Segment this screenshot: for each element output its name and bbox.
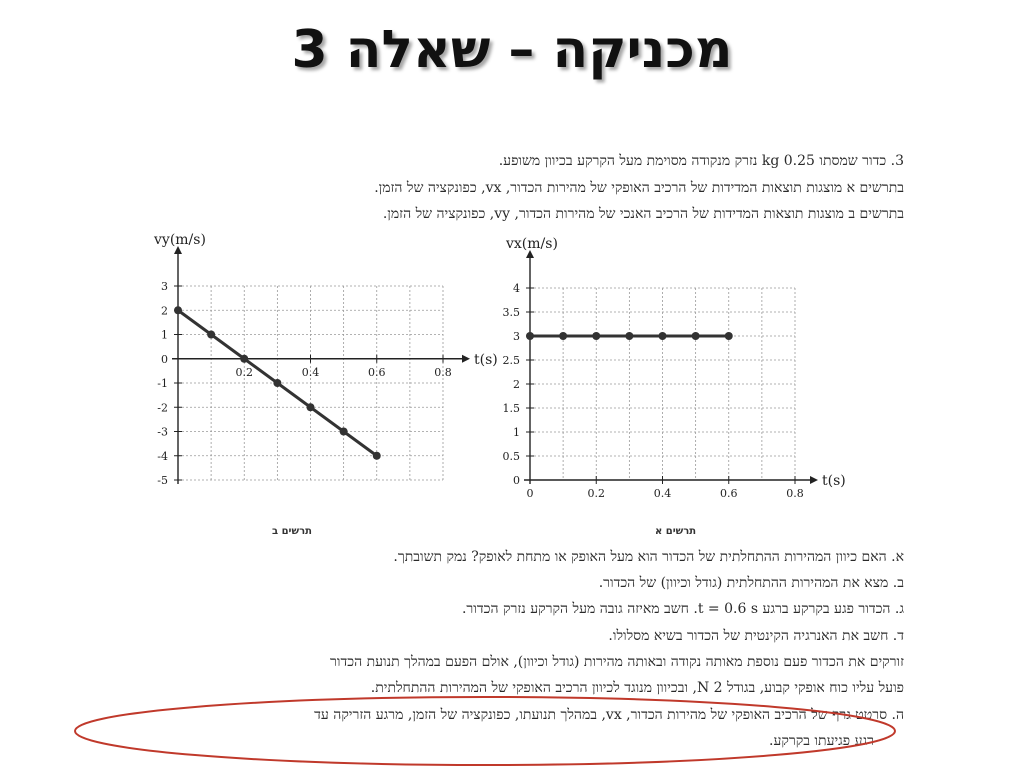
graph-b-data-point: [273, 379, 281, 387]
graph-a-x-tick-label: 0.2: [587, 487, 605, 500]
graph-b-y-tick-label: -5: [157, 474, 168, 487]
graph-b-y-tick-label: -1: [157, 377, 168, 390]
question-d: ד. חשב את האנרגיה הקינטית של הכדור בשיא מסלולו.: [608, 628, 904, 644]
graph-a-x-tick-label: 0: [526, 487, 534, 500]
graph-a-data-point: [725, 332, 733, 340]
graph-b-y-tick-label: 3: [161, 280, 168, 293]
graph-a: [495, 230, 855, 524]
graph-a-data-point: [692, 332, 700, 340]
graph-a-y-tick-label: 2.5: [502, 354, 520, 367]
graph-a-x-tick-label: 0.6: [720, 487, 738, 500]
graph-b-caption: תרשים ב: [272, 526, 312, 537]
graph-a-x-axis-label: t(s): [822, 473, 846, 489]
graph-b-y-tick-label: 1: [161, 328, 168, 342]
graph-a-y-tick-label: 3.5: [502, 306, 520, 319]
graph-a-x-axis-arrow: [810, 476, 818, 484]
question-f-line-2: רגע פגיעתו בקרקע.: [769, 733, 874, 749]
graph-b-y-tick-label: 0: [161, 352, 168, 366]
graph-b: [140, 230, 500, 524]
graph-a-x-tick-label: 0.8: [786, 487, 804, 500]
graph-a-x-tick-label: 0.4: [653, 487, 672, 500]
graph-b-x-tick-label: 0.6: [368, 365, 386, 379]
graph-a-y-tick-label: 0: [513, 474, 520, 487]
graph-b-data-point: [340, 428, 348, 436]
question-intro-line-2: בתרשים א מוצגות תוצאות המדידות של הרכיב האופקי של מהירות הכדור, vx, כפונקציה של הזמן.: [374, 180, 904, 196]
slide-title: מכניקה – שאלה 3: [291, 20, 733, 80]
graph-b-x-tick-label: 0.8: [434, 365, 452, 379]
question-e-line-1: זורקים את הכדור פעם נוספת מאותה נקודה ובאותה מהירות (גודל וכיוון), אולם הפעם במהלך תנועת הכדור: [330, 654, 904, 670]
graph-b-y-tick-label: -2: [157, 401, 168, 415]
graph-b-y-tick-label: -3: [157, 425, 168, 439]
graph-b-data-point: [174, 306, 182, 314]
graph-b-x-tick-label: 0.4: [301, 365, 320, 379]
graph-b-y-tick-label: -4: [157, 449, 168, 463]
graph-a-y-tick-label: 0.5: [502, 450, 520, 463]
question-c: ג. הכדור פגע בקרקע ברגע t = 0.6 s. חשב מאיזה גובה מעל הקרקע נזרק הכדור.: [461, 601, 904, 617]
graph-a-data-point: [659, 332, 667, 340]
graph-a-data-point: [592, 332, 600, 340]
graph-a-y-axis-label: vx(m/s): [506, 236, 558, 252]
question-b: ב. מצא את המהירות ההתחלתית (גודל וכיוון) של הכדור.: [598, 575, 904, 591]
graph-b-y-axis-label: vy(m/s): [154, 232, 206, 248]
graph-a-y-tick-label: 1: [513, 426, 520, 439]
graph-b-x-tick-label: 0.2: [235, 365, 253, 379]
graph-a-y-tick-label: 2: [513, 378, 520, 391]
graph-b-data-point: [240, 355, 248, 363]
graph-a-y-tick-label: 1.5: [502, 402, 520, 415]
graph-b-svg: [140, 230, 500, 520]
graph-a-data-point: [559, 332, 567, 340]
question-a: א. האם כיוון המהירות ההתחלתית של הכדור הוא מעל האופק או מתחת לאופק? נמק תשובתך.: [393, 549, 904, 565]
question-intro-line-3: בתרשים ב מוצגות תוצאות המדידות של הרכיב האנכי של מהירות הכדור, vy, כפונקציה של הזמן.: [382, 206, 904, 222]
graph-b-data-point: [307, 403, 315, 411]
graph-a-data-point: [526, 332, 534, 340]
graph-b-data-point: [207, 331, 215, 339]
graph-a-svg: [495, 230, 855, 520]
graph-b-x-axis-label: t(s): [474, 351, 498, 368]
question-e-line-2: פועל עליו כוח אופקי קבוע, בגודל N 2, ובכיוון מנוגד לכיוון הרכיב האופקי של המהירות ההתחלתית.: [370, 680, 904, 696]
graph-a-data-point: [625, 332, 633, 340]
graph-a-y-tick-label: 3: [513, 330, 520, 343]
graph-b-y-tick-label: 2: [161, 304, 168, 318]
graph-a-y-tick-label: 4: [513, 282, 520, 295]
graph-b-x-axis-arrow: [462, 355, 470, 363]
question-f-line-1: ה. סרטט גרף של הרכיב האופקי של מהירות הכדור, vx, במהלך תנועתו, כפונקציה של הזמן, מרגע הזריקה עד: [314, 707, 904, 723]
graph-a-caption: תרשים א: [655, 526, 697, 537]
graph-b-data-point: [373, 452, 381, 460]
question-intro-line-1: 3. כדור שמסתו 0.25 kg נזרק מנקודה מסוימת מעל הקרקע בכיוון משופע.: [498, 153, 904, 169]
